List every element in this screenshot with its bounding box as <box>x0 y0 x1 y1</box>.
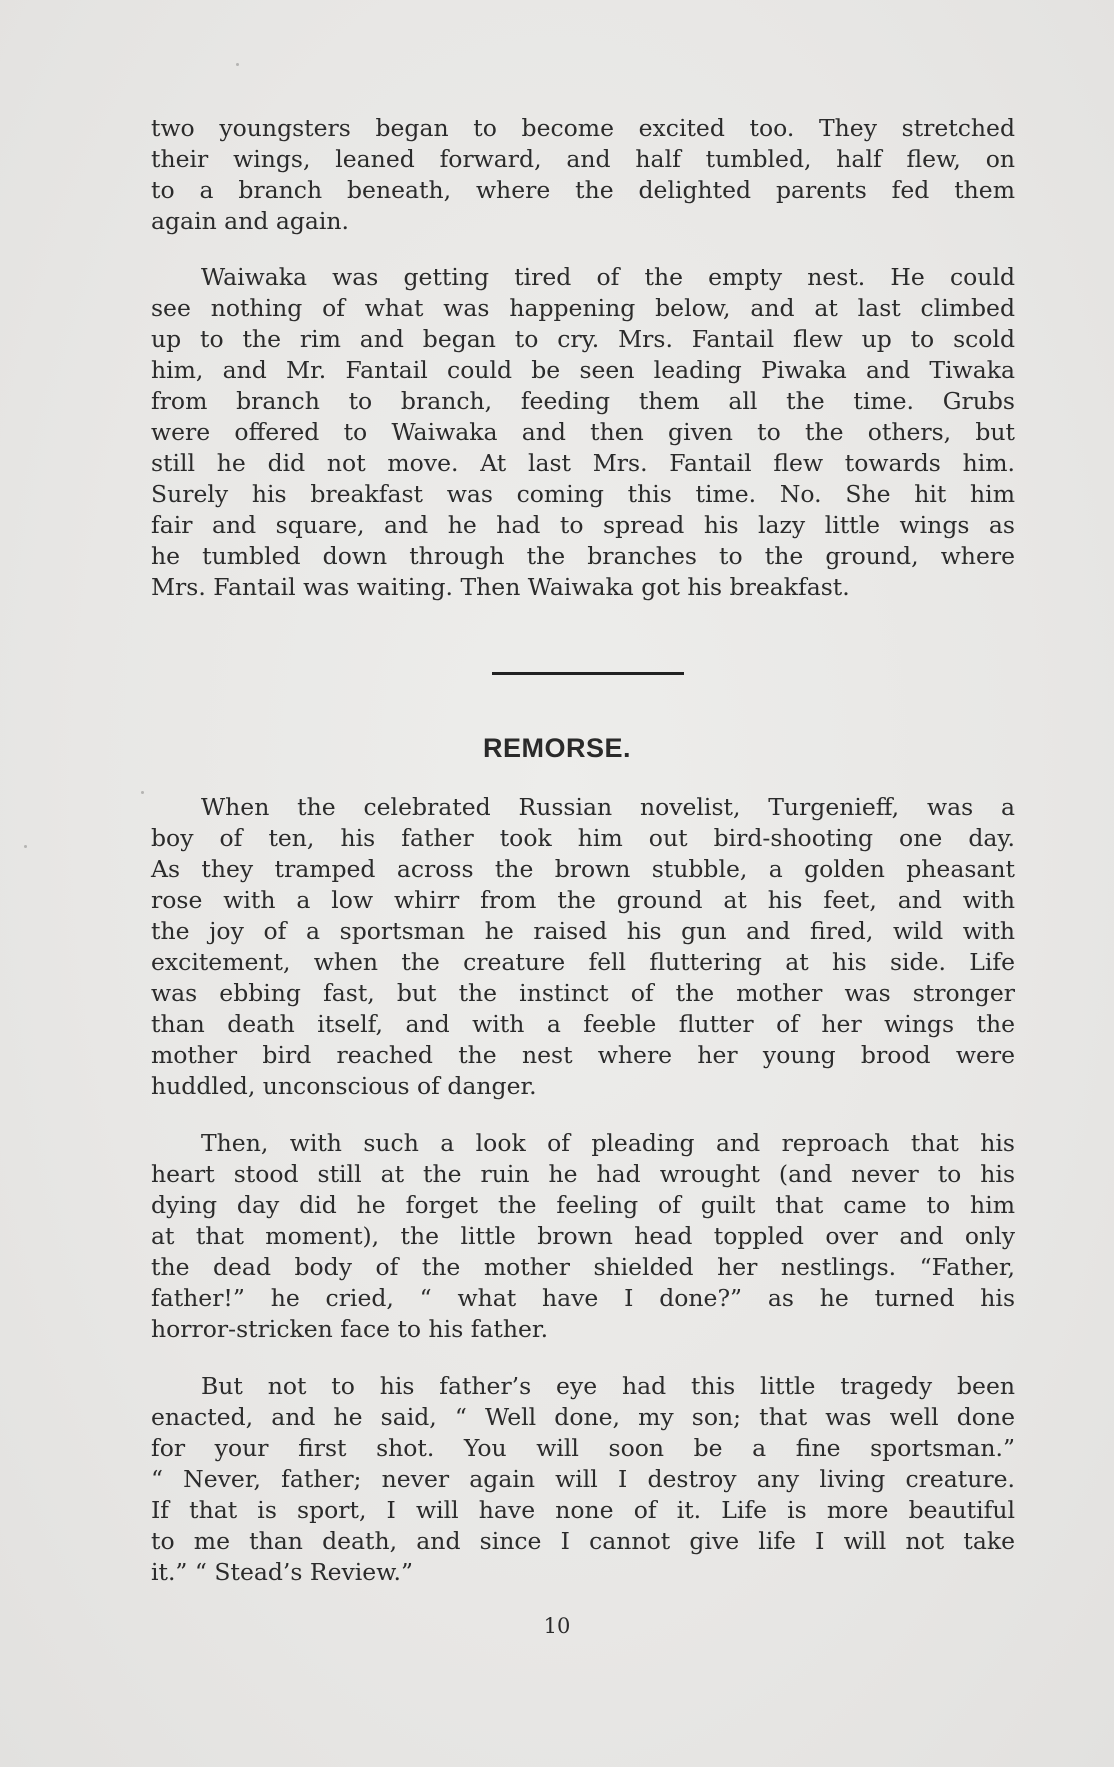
page-number: 10 <box>543 1614 571 1638</box>
paper-speck <box>141 791 144 794</box>
text-line: horror-stricken face to his father. <box>151 1315 549 1343</box>
paragraph-2 <box>151 262 1015 603</box>
paragraph-turgenieff <box>151 792 1015 1102</box>
text-line: to me than death, and since I cannot give life I will not take <box>151 1527 1015 1555</box>
text-line: two youngsters began to become excited too. They stretched <box>151 114 1015 142</box>
text-line: the dead body of the mother shielded her nestlings. “Father, <box>151 1253 1015 1281</box>
text-line: was ebbing fast, but the instinct of the mother was stronger <box>151 979 1015 1007</box>
text-line: huddled, unconscious of danger. <box>151 1072 537 1100</box>
text-line: dying day did he forget the feeling of guilt that came to him <box>151 1191 1015 1219</box>
text-line: heart stood still at the ruin he had wrought (and never to his <box>151 1160 1015 1188</box>
text-line: Surely his breakfast was coming this time. No. She hit him <box>151 480 1015 508</box>
text-line: from branch to branch, feeding them all the time. Grubs <box>151 387 1015 415</box>
paragraph-continuation <box>151 113 1015 237</box>
text-line: at that moment), the little brown head toppled over and only <box>151 1222 1015 1250</box>
paragraph-pleading <box>151 1128 1015 1345</box>
text-line: Then, with such a look of pleading and reproach that his <box>201 1129 1015 1157</box>
text-line: mother bird reached the nest where her young brood were <box>151 1041 1015 1069</box>
paragraph-waiwaka <box>151 262 1015 603</box>
paragraph-3 <box>151 792 1015 1102</box>
paragraph-5 <box>151 1371 1015 1588</box>
text-line: When the celebrated Russian novelist, Turgenieff, was a <box>201 793 1015 821</box>
text-line: were offered to Waiwaka and then given to the others, but <box>151 418 1015 446</box>
text-line: him, and Mr. Fantail could be seen leading Piwaka and Tiwaka <box>151 356 1015 384</box>
text-line: fair and square, and he had to spread his lazy little wings as <box>151 511 1015 539</box>
text-line: Waiwaka was getting tired of the empty nest. He could <box>201 263 1015 291</box>
text-line: But not to his father’s eye had this little tragedy been <box>201 1372 1015 1400</box>
paper-speck <box>24 845 27 848</box>
text-line: boy of ten, his father took him out bird-shooting one day. <box>151 824 1015 852</box>
text-line: he tumbled down through the branches to the ground, where <box>151 542 1015 570</box>
text-line: it.” “ Stead’s Review.” <box>151 1558 414 1586</box>
text-line: As they tramped across the brown stubble, a golden pheasant <box>151 855 1015 883</box>
text-line: the joy of a sportsman he raised his gun and fired, wild with <box>151 917 1015 945</box>
text-line: Mrs. Fantail was waiting. Then Waiwaka got his breakfast. <box>151 573 850 601</box>
text-line: “ Never, father; never again will I destroy any living creature. <box>151 1465 1015 1493</box>
paragraph-1 <box>151 113 1015 237</box>
text-line: again and again. <box>151 207 350 235</box>
paragraph-4 <box>151 1128 1015 1345</box>
text-line: still he did not move. At last Mrs. Fantail flew towards him. <box>151 449 1015 477</box>
text-line: up to the rim and began to cry. Mrs. Fantail flew up to scold <box>151 325 1015 353</box>
paragraph-sport <box>151 1371 1015 1588</box>
text-line: rose with a low whirr from the ground at his feet, and with <box>151 886 1015 914</box>
text-line: than death itself, and with a feeble flutter of her wings the <box>151 1010 1015 1038</box>
text-line: father!” he cried, “ what have I done?” as he turned his <box>151 1284 1015 1312</box>
text-line: excitement, when the creature fell fluttering at his side. Life <box>151 948 1015 976</box>
section-divider <box>492 672 684 675</box>
text-line: If that is sport, I will have none of it. Life is more beautiful <box>151 1496 1015 1524</box>
paper-speck <box>236 63 239 66</box>
text-line: for your first shot. You will soon be a fine sportsman.” <box>151 1434 1015 1462</box>
section-heading: REMORSE. <box>482 733 632 763</box>
text-line: to a branch beneath, where the delighted parents fed them <box>151 176 1015 204</box>
text-line: enacted, and he said, “ Well done, my son; that was well done <box>151 1403 1015 1431</box>
text-line: their wings, leaned forward, and half tumbled, half flew, on <box>151 145 1015 173</box>
text-line: see nothing of what was happening below, and at last climbed <box>151 294 1015 322</box>
